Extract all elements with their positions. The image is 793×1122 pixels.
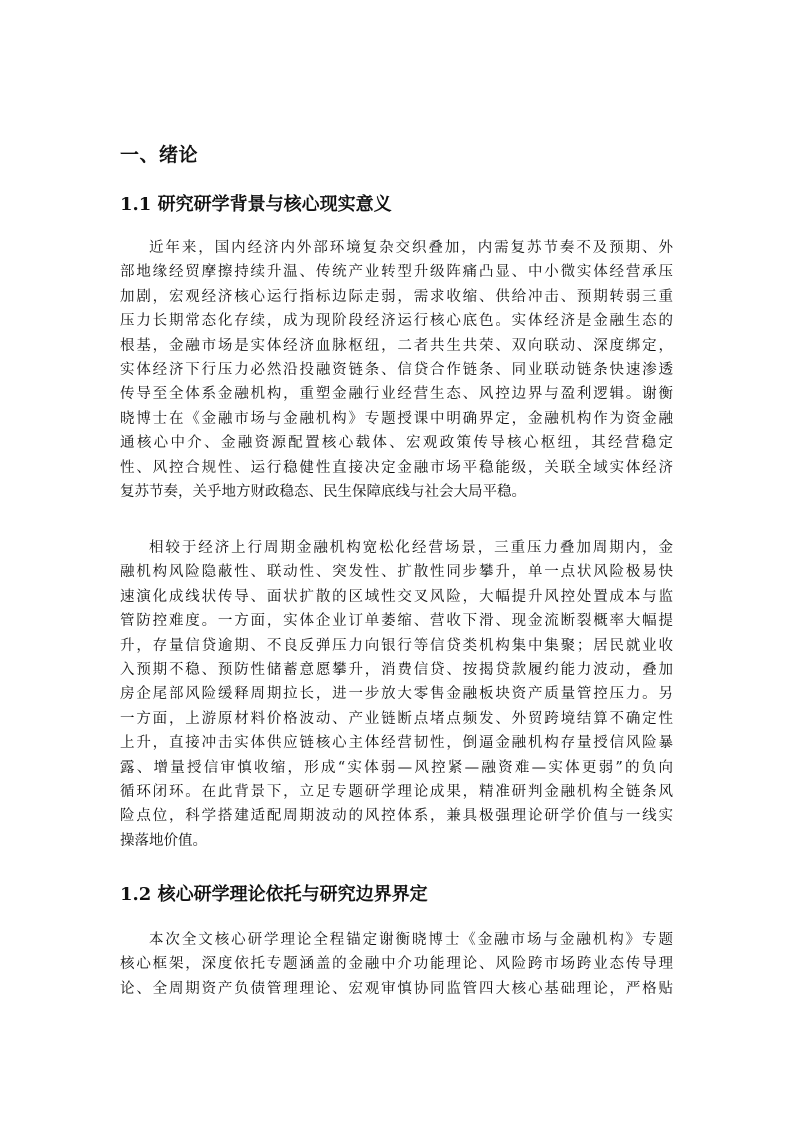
text-line: 上升，直接冲击实体供应链核心主体经营韧性，倒逼金融机构存量授信风险暴 — [120, 735, 673, 752]
text-line: 部地缘经贸摩擦持续升温、传统产业转型升级阵痛凸显、中小微实体经营承压 — [120, 264, 673, 281]
text-line: 实体经济下行压力必然沿投融资链条、信贷合作链条、同业联动链条快速渗透 — [120, 361, 673, 378]
text-line: 加剧，宏观经济核心运行指标边际走弱，需求收缩、供给冲击、预期转弱三重 — [120, 288, 673, 305]
text-line: 复苏节奏，关乎地方财政稳态、民生保障底线与社会大局平稳。 — [120, 483, 526, 500]
text-line: 通核心中介、金融资源配置核心载体、宏观政策传导核心枢纽，其经营稳定 — [120, 435, 673, 452]
text-line: 操落地价值。 — [120, 832, 207, 849]
text-line: 性、风控合规性、运行稳健性直接决定金融市场平稳能级，关联全域实体经济 — [120, 459, 673, 476]
text-line: 管防控难度。一方面，实体企业订单萎缩、营收下滑、现金流断裂概率大幅提 — [120, 613, 673, 630]
section-title-1-2: 1.2 核心研学理论依托与研究边界界定 — [120, 884, 428, 905]
text-line: 近年来，国内经济内外部环境复杂交织叠加，内需复苏节奏不及预期、外 — [149, 240, 673, 256]
paragraph — [120, 928, 673, 1001]
text-line: 论、全周期资产负债管理理论、宏观审慎协同监管四大核心基础理论，严格贴 — [120, 980, 673, 997]
text-line: 晓博士在《金融市场与金融机构》专题授课中明确界定，金融机构作为资金融 — [120, 410, 673, 427]
text-line: 房企尾部风险缓释周期拉长，进一步放大零售金融板块资产质量管控压力。另 — [120, 686, 673, 703]
text-line: 本次全文核心研学理论全程锚定谢衡晓博士《金融市场与金融机构》专题 — [149, 932, 673, 948]
text-line: 传导至全体系金融机构，重塑金融行业经营生态、风控边界与盈利逻辑。谢衡 — [120, 386, 673, 403]
text-line: 融机构风险隐蔽性、联动性、突发性、扩散性同步攀升，单一点状风险极易快 — [120, 564, 673, 581]
text-line: 循环闭环。在此背景下，立足专题研学理论成果，精准研判金融机构全链条风 — [120, 783, 673, 800]
text-line: 入预期不稳、预防性储蓄意愿攀升，消费信贷、按揭贷款履约能力波动，叠加 — [120, 661, 673, 678]
text-line: 险点位，科学搭建适配周期波动的风控体系，兼具极强理论研学价值与一线实 — [120, 808, 673, 825]
text-line: 升，存量信贷逾期、不良反弹压力向银行等信贷类机构集中集聚；居民就业收 — [120, 637, 673, 654]
text-line: 一方面，上游原材料价格波动、产业链断点堵点频发、外贸跨境结算不确定性 — [120, 710, 673, 727]
text-line: 根基，金融市场是实体经济血脉枢纽，二者共生共荣、双向联动、深度绑定， — [120, 337, 673, 354]
paragraph — [120, 236, 673, 504]
text-line: 压力长期常态化存续，成为现阶段经济运行核心底色。实体经济是金融生态的 — [120, 313, 673, 330]
paragraph — [120, 536, 673, 853]
text-line: 核心框架，深度依托专题涵盖的金融中介功能理论、风险跨市场跨业态传导理 — [120, 956, 673, 973]
text-line: 露、增量授信审慎收缩，形成“实体弱—风控紧—融资难—实体更弱”的负向 — [120, 759, 673, 776]
chapter-title: 一、绪论 — [120, 144, 199, 166]
section-title-1-1: 1.1 研究研学背景与核心现实意义 — [120, 194, 392, 215]
text-line: 相较于经济上行周期金融机构宽松化经营场景，三重压力叠加周期内，金 — [149, 540, 673, 556]
text-line: 速演化成线状传导、面状扩散的区域性交叉风险，大幅提升风控处置成本与监 — [120, 588, 673, 605]
